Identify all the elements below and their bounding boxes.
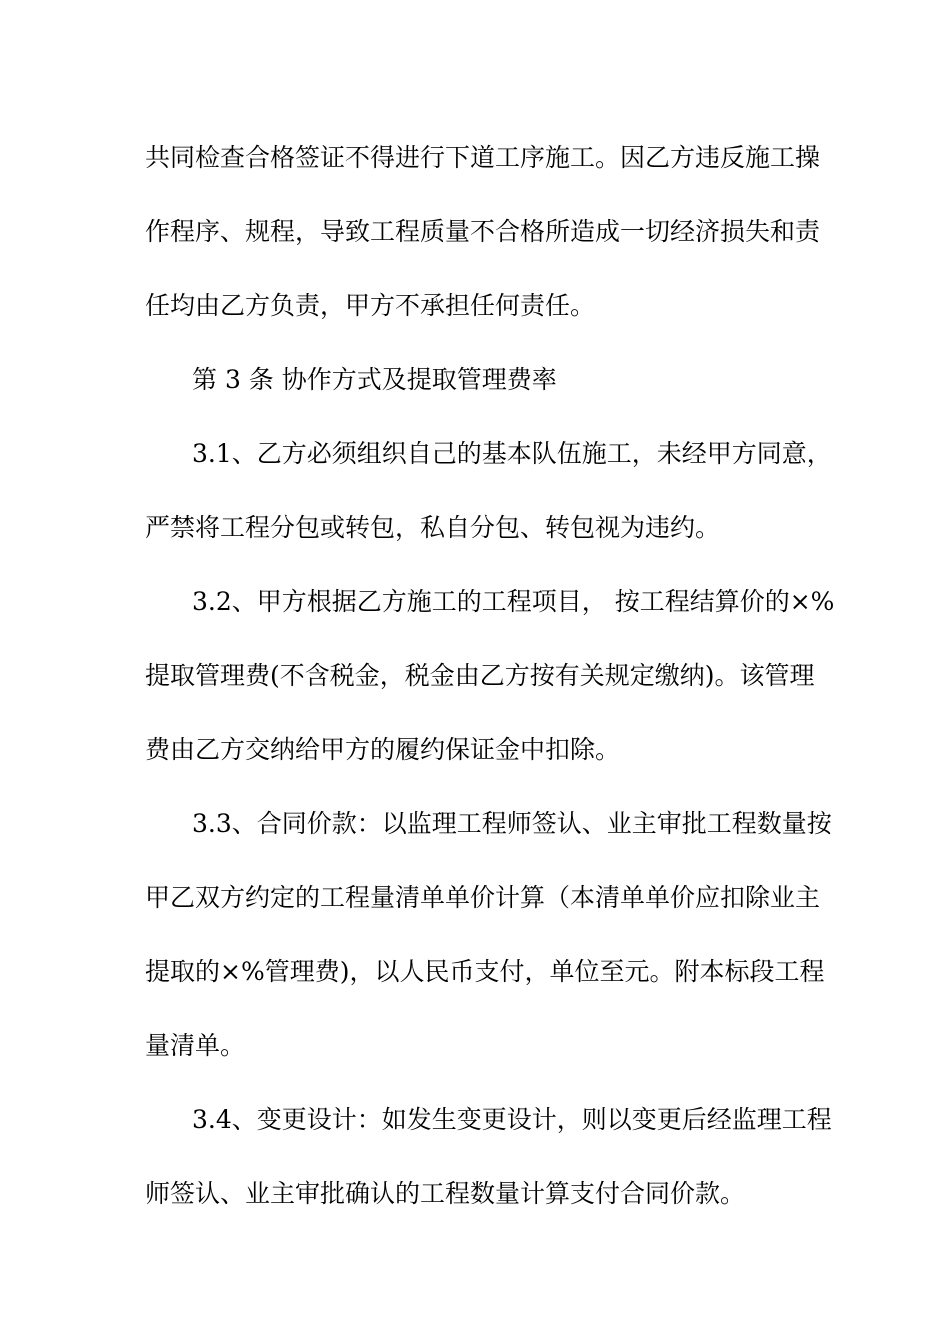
paragraph-line: 3.1、乙方必须组织自己的基本队伍施工，未经甲方同意， (192, 439, 832, 468)
paragraph-line: 提取管理费(不含税金，税金由乙方按有关规定缴纳)。该管理 (145, 661, 815, 690)
paragraph-line: 3.2、甲方根据乙方施工的工程项目， 按工程结算价的×% (192, 587, 835, 616)
paragraph-line: 费由乙方交纳给甲方的履约保证金中扣除。 (145, 735, 621, 764)
paragraph-line: 严禁将工程分包或转包，私自分包、转包视为违约。 (145, 513, 721, 542)
paragraph-line: 3.4、变更设计：如发生变更设计，则以变更后经监理工程 (192, 1105, 832, 1134)
paragraph-line: 作程序、规程，导致工程质量不合格所造成一切经济损失和责 (145, 217, 821, 246)
paragraph-line: 量清单。 (145, 1031, 246, 1060)
section-heading: 第 3 条 协作方式及提取管理费率 (192, 365, 557, 394)
paragraph-line: 任均由乙方负责，甲方不承担任何责任。 (145, 291, 596, 320)
paragraph-line: 甲乙双方约定的工程量清单单价计算（本清单单价应扣除业主 (145, 883, 821, 912)
paragraph-line: 师签认、业主审批确认的工程数量计算支付合同价款。 (145, 1179, 746, 1208)
paragraph-line: 3.3、合同价款：以监理工程师签认、业主审批工程数量按 (192, 809, 832, 838)
paragraph-line: 共同检查合格签证不得进行下道工序施工。因乙方违反施工操 (145, 143, 821, 172)
paragraph-line: 提取的×%管理费)，以人民币支付，单位至元。附本标段工程 (145, 957, 825, 986)
